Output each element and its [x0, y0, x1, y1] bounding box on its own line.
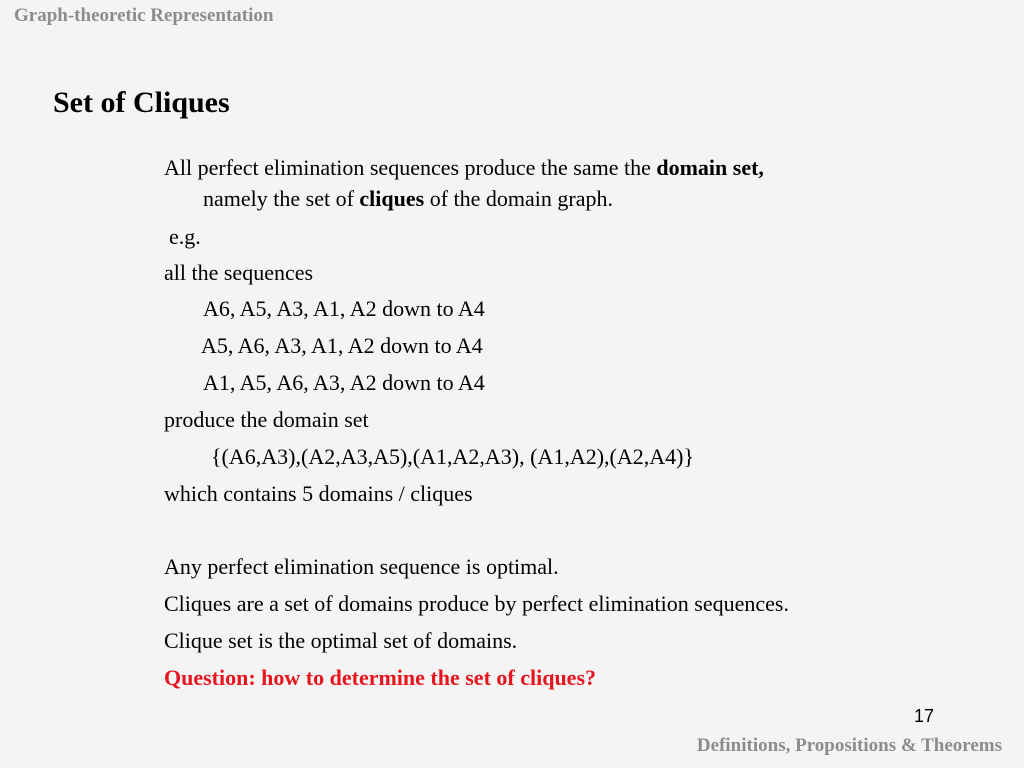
all-sequences-label: all the sequences	[164, 260, 314, 285]
sequence-2: A5, A6, A3, A1, A2 down to A4	[201, 333, 483, 358]
intro-text: All perfect elimination sequences produce the same the	[164, 155, 657, 180]
slide-header: Graph-theoretic Representation	[14, 5, 274, 26]
statement-clique-set: Clique set is the optimal set of domains.	[164, 628, 518, 653]
intro-text-3: of the domain graph.	[424, 186, 613, 211]
domain-set-value: {(A6,A3),(A2,A3,A5),(A1,A2,A3), (A1,A2),(A2,A4)}	[211, 444, 695, 469]
cliques-term: cliques	[359, 186, 425, 211]
slide-title: Set of Cliques	[53, 86, 230, 119]
which-line: which contains 5 domains / cliques	[164, 481, 473, 506]
sequence-3: A1, A5, A6, A3, A2 down to A4	[203, 370, 485, 395]
intro-line-1	[164, 155, 764, 181]
statement-cliques: Cliques are a set of domains produce by perfect elimination sequences.	[164, 591, 789, 616]
slide-footer: Definitions, Propositions & Theorems	[696, 735, 1002, 756]
sequence-1: A6, A5, A3, A1, A2 down to A4	[203, 296, 485, 321]
domain-set-term: domain set,	[656, 155, 764, 180]
page-number: 17	[914, 706, 935, 726]
statement-optimal: Any perfect elimination sequence is optimal.	[164, 554, 559, 579]
eg-label: e.g.	[169, 224, 201, 249]
question-line: Question: how to determine the set of cliques?	[164, 665, 597, 690]
intro-text-2: namely the set of	[203, 186, 360, 211]
produce-label: produce the domain set	[164, 407, 369, 432]
intro-line-2	[203, 186, 613, 212]
